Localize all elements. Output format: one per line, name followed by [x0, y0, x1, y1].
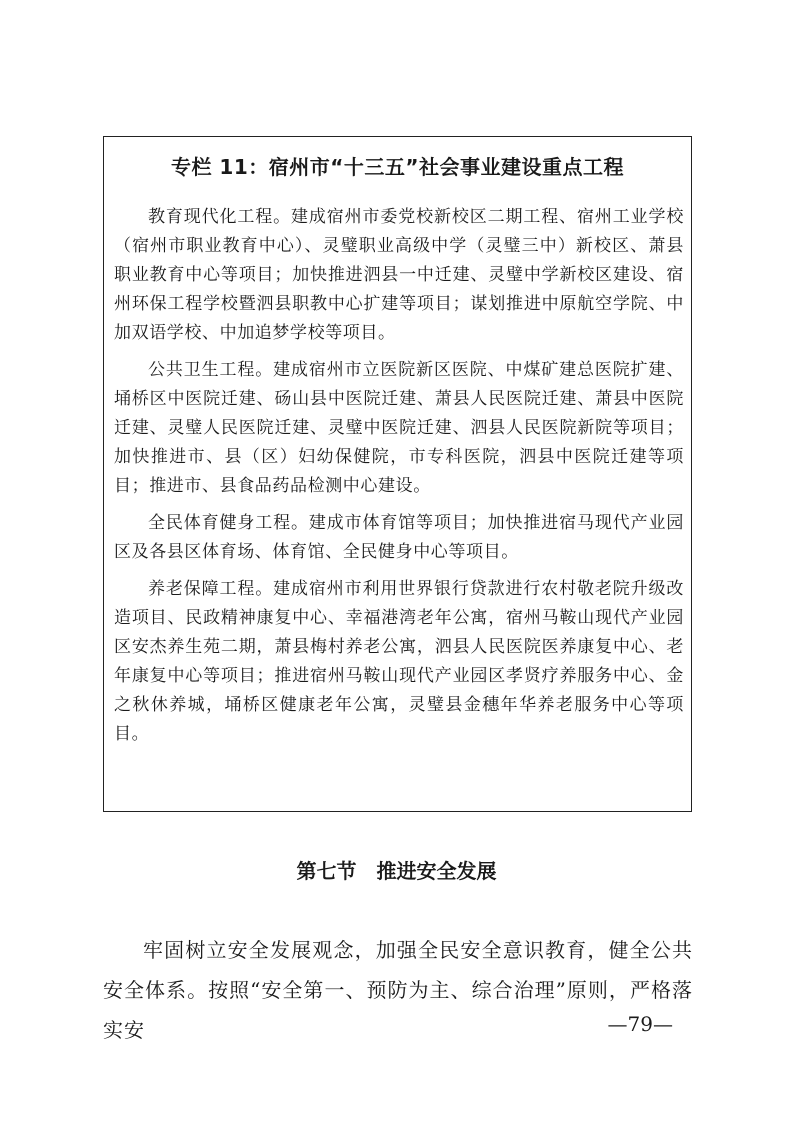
feature-box — [103, 136, 692, 812]
box-title: 专栏 11：宿州市“十三五”社会事业建设重点工程 — [170, 155, 625, 179]
box-paragraph-health: 公共卫生工程。建成宿州市立医院新区医院、中煤矿建总医院扩建、埇桥区中医院迁建、砀山县中医院迁建、萧县人民医院迁建、萧县中医院迁建、灵璧人民医院迁建、灵璧中医院迁建、泗县人民医院新院等项目；加快推进市、县（区）妇幼保健院，市专科医院，泗县中医院迁建等项目；推进市、县食品药品检测中心建设。 — [114, 360, 684, 496]
box-paragraph-elderly-care: 养老保障工程。建成宿州市利用世界银行贷款进行农村敬老院升级改造项目、民政精神康复中心、幸福港湾老年公寓，宿州马鞍山现代产业园区安杰养生苑二期，萧县梅村养老公寓，泗县人民医院医养康复中心、老年康复中心等项目；推进宿州马鞍山现代产业园区孝贤疗养服务中心、金之秋休养城，埇桥区健康老年公寓，灵璧县金穗年华养老服务中心等项目。 — [114, 579, 684, 744]
page-number: —79— — [607, 1012, 673, 1036]
section-paragraph: 牢固树立安全发展观念，加强全民安全意识教育，健全公共安全体系。按照“安全第一、预防为主、综合治理”原则，严格落实安 — [103, 938, 693, 1042]
section-heading: 第七节 推进安全发展 — [296, 859, 497, 883]
box-body — [114, 203, 684, 757]
box-paragraph-sports: 全民体育健身工程。建成市体育馆等项目；加快推进宿马现代产业园区及各县区体育场、体育馆、全民健身中心等项目。 — [114, 513, 684, 562]
box-paragraph-education: 教育现代化工程。建成宿州市委党校新校区二期工程、宿州工业学校（宿州市职业教育中心）、灵璧职业高级中学（灵璧三中）新校区、萧县职业教育中心等项目；加快推进泗县一中迁建、灵璧中学新校区建设、宿州环保工程学校暨泗县职教中心扩建等项目；谋划推进中原航空学院、中加双语学校、中加追梦学校等项目。 — [114, 207, 684, 343]
